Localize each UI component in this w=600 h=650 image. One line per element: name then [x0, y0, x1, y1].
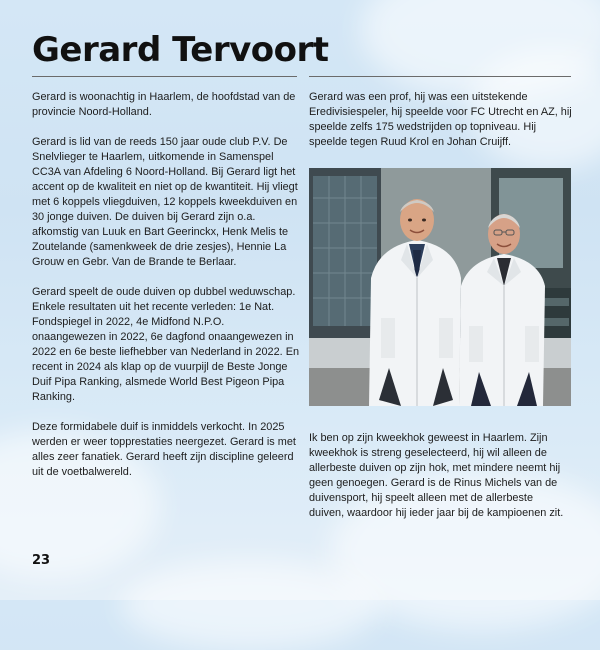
page-title: Gerard Tervoort: [32, 30, 329, 70]
paragraph-loft-visit: Ik ben op zijn kweekhok geweest in Haarlem. Zijn kweekhok is streng geselecteerd, hij wil alleen de allerbeste duiven op zijn hok, met mindere neemt hij geen genoegen. Gerard is de Rinus Michels van de duivensport, hij speelt alleen met de allerbeste duiven, waardoor hij ieder jaar bij de kampioenen zit.: [309, 432, 564, 519]
page-number: 23: [32, 553, 51, 568]
right-column-bottom: [309, 431, 571, 536]
paragraph-club: Gerard is lid van de reeds 150 jaar oude club P.V. De Snelvlieger te Haarlem, uitkomende in Samenspel CC3A van Afdeling 6 Noord-Holland. Bij Gerard ligt het accent op de kwaliteit en niet op de kwantiteit. Hij vliegt met 6 koppels vliegduiven, 12 koppels kweekduiven en 30 jonge duiven. De duiven bij Gerard zijn o.a. afkomstig van Luuk en Bart Geerinckx, Henk Melis te Zoutelande (samenkweek de drie zesjes), Hennie La Grouw en Gebr. Van de Brande te Berlaar.: [32, 136, 298, 268]
left-column: [32, 90, 300, 495]
paragraph-results: Gerard speelt de oude duiven op dubbel weduwschap. Enkele resultaten uit het recente verleden: 1e Nat. Fondspiegel in 2022, 4e Midfond N.P.O. onaangewezen in 2022, 6e dagfond onaangewezen in 2022 en 6e beste liefhebber van Nederland in 2022. En recent in 2024 als klap op de vuurpijl de Beste Jonge Duif Pipa Ranking, alsmede World Best Pigeon Pipa Ranking.: [32, 286, 300, 403]
title-divider-left: [32, 76, 297, 77]
paragraph-sold: Deze formidabele duif is inmiddels verkocht. In 2025 werden er weer topprestaties neergezet. Gerard is met alles zeer fanatiek. Gerard heeft zijn discipline geleerd uit de voetbalwereld.: [32, 421, 296, 478]
background-cloud: [120, 560, 380, 650]
title-divider-right: [309, 76, 571, 77]
paragraph-football: Gerard was een prof, hij was een uitstekende Eredivisiespeler, hij speelde voor FC Utrecht en AZ, hij speelde zelfs 175 wedstrijden op topniveau. Hij speelde tegen Ruud Krol en Johan Cruijff.: [309, 91, 572, 148]
right-column-top: [309, 90, 577, 165]
portrait-photo: [309, 168, 571, 406]
paragraph-residence: Gerard is woonachtig in Haarlem, de hoofdstad van de provincie Noord-Holland.: [32, 91, 296, 118]
